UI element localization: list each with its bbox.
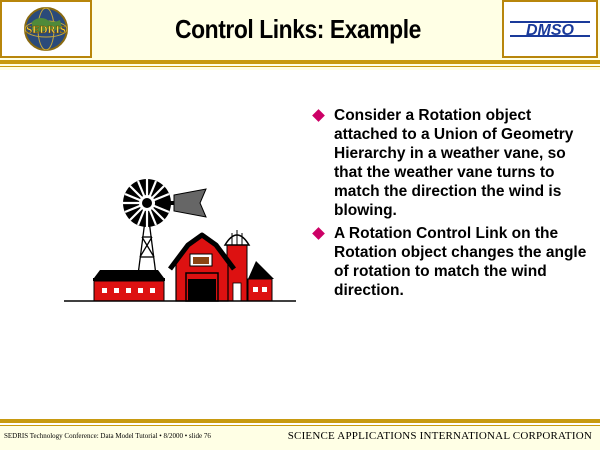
bullet-item [312, 106, 592, 220]
header-divider-thin [0, 66, 600, 67]
header-divider [0, 60, 600, 64]
bullet-text: Consider a Rotation object attached to a Union of Geometry Hierarchy in a weather vane, so that the weather vane turns to match the direction the wind is blowing. [334, 107, 574, 219]
sedris-logo-text: SEDRIS [26, 24, 66, 36]
footer-slide-info: SEDRIS Technology Conference: Data Model Tutorial • 8/2000 • slide 76 [4, 432, 211, 440]
shed-building [93, 270, 165, 301]
barn-annex [248, 261, 274, 301]
farm-illustration [60, 175, 300, 310]
bullet-text: A Rotation Control Link on the Rotation object changes the angle of rotation to match the wind direction. [334, 225, 587, 299]
bullet-list [312, 106, 592, 304]
dmso-logo [502, 0, 598, 58]
slide-title: Control Links: Example [175, 13, 421, 44]
sedris-logo [0, 0, 92, 58]
footer-company: SCIENCE APPLICATIONS INTERNATIONAL CORPORATION [287, 430, 592, 442]
dmso-logo-text: DMSO [526, 22, 574, 39]
bullet-item [312, 224, 592, 300]
diamond-bullet-icon [312, 109, 325, 122]
footer-divider [0, 419, 600, 423]
diamond-bullet-icon [312, 227, 325, 240]
